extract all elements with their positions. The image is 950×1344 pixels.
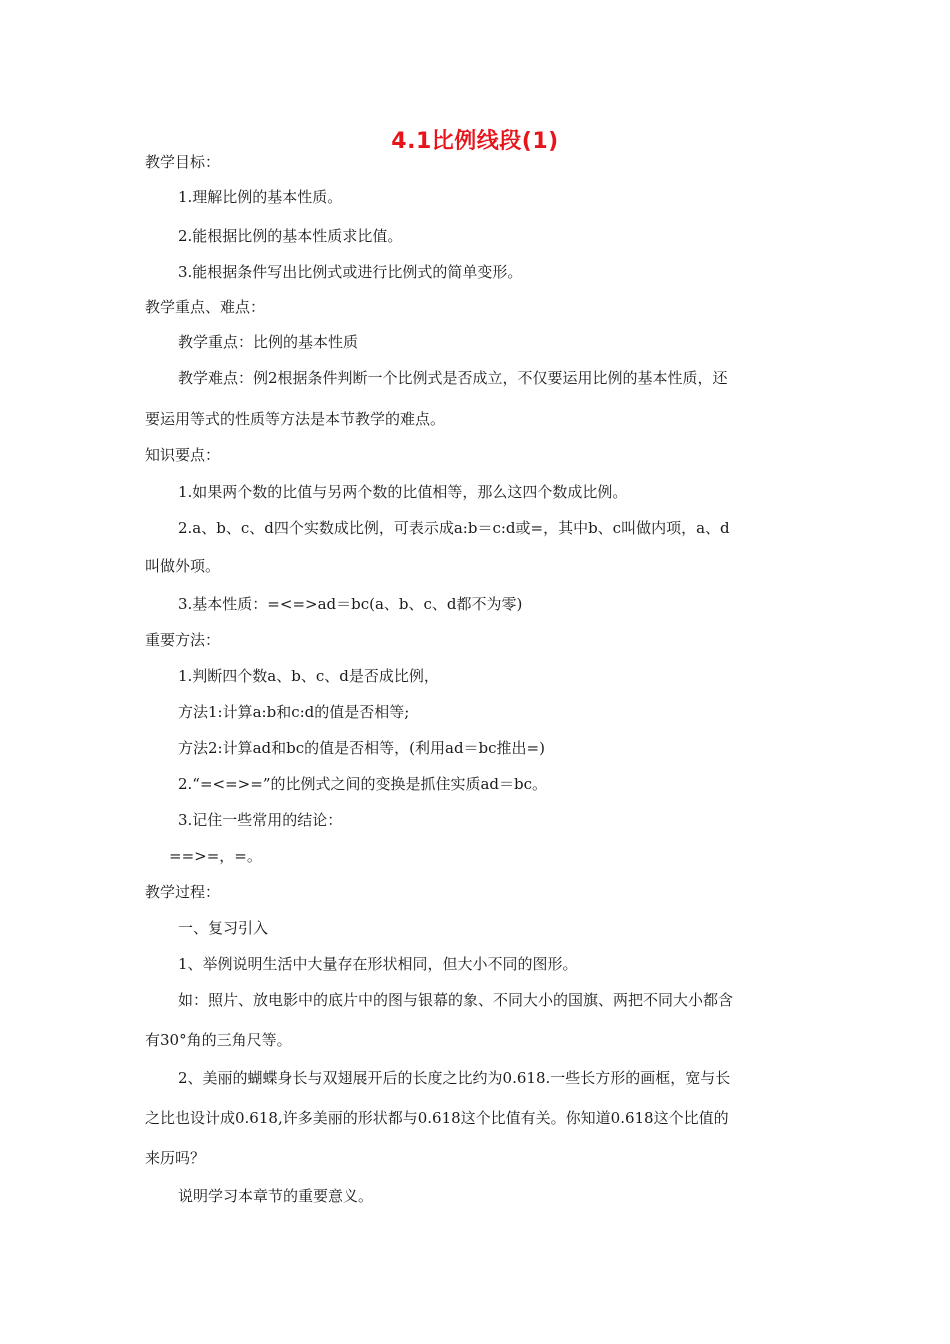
- difficulty-line-2: 要运用等式的性质等方法是本节教学的难点。: [145, 410, 446, 428]
- page-title: 4.1比例线段(1): [391, 129, 559, 154]
- review-heading: 一、复习引入: [178, 919, 269, 937]
- method-3-formula: ==>=，=。: [169, 847, 262, 865]
- method-1: 1.判断四个数a、b、c、d是否成比例，: [178, 667, 439, 685]
- review-2-line-2: 之比也设计成0.618,许多美丽的形状都与0.618这个比值有关。你知道0.618这个比值的: [145, 1109, 729, 1127]
- knowledge-3: 3.基本性质：=<=>ad＝bc(a、b、c、d都不为零): [178, 595, 523, 613]
- knowledge-heading: 知识要点：: [145, 446, 221, 464]
- key-points-heading: 教学重点、难点：: [145, 298, 266, 316]
- method-1a: 方法1:计算a:b和c:d的值是否相等;: [178, 703, 410, 721]
- knowledge-2-line-1: 2.a、b、c、d四个实数成比例，可表示成a:b＝c:d或=，其中b、c叫做内项，a、d: [178, 519, 730, 537]
- knowledge-1: 1.如果两个数的比值与另两个数的比值相等，那么这四个数成比例。: [178, 483, 628, 501]
- method-1b: 方法2:计算ad和bc的值是否相等，(利用ad＝bc推出=): [178, 739, 545, 757]
- key-point: 教学重点：比例的基本性质: [178, 333, 359, 351]
- review-example-line-1: 如：照片、放电影中的底片中的图与银幕的象、不同大小的国旗、两把不同大小都含: [178, 991, 734, 1009]
- difficulty-line-1: 教学难点：例2根据条件判断一个比例式是否成立，不仅要运用比例的基本性质，还: [178, 369, 728, 387]
- method-3: 3.记住一些常用的结论：: [178, 811, 343, 829]
- review-2-line-3: 来历吗？: [145, 1149, 206, 1167]
- review-example-line-2: 有30°角的三角尺等。: [145, 1031, 292, 1049]
- objective-3: 3.能根据条件写出比例式或进行比例式的简单变形。: [178, 263, 523, 281]
- review-2-line-1: 2、美丽的蝴蝶身长与双翅展开后的长度之比约为0.618.一些长方形的画框，宽与长: [178, 1069, 731, 1087]
- process-heading: 教学过程：: [145, 883, 221, 901]
- knowledge-2-line-2: 叫做外项。: [145, 557, 221, 575]
- review-1: 1、举例说明生活中大量存在形状相同，但大小不同的图形。: [178, 955, 578, 973]
- objectives-heading: 教学目标：: [145, 153, 221, 171]
- objective-1: 1.理解比例的基本性质。: [178, 188, 343, 206]
- objective-2: 2.能根据比例的基本性质求比值。: [178, 227, 403, 245]
- methods-heading: 重要方法：: [145, 631, 221, 649]
- review-summary: 说明学习本章节的重要意义。: [178, 1187, 374, 1205]
- method-2: 2.“=<=>=”的比例式之间的变换是抓住实质ad＝bc。: [178, 775, 548, 793]
